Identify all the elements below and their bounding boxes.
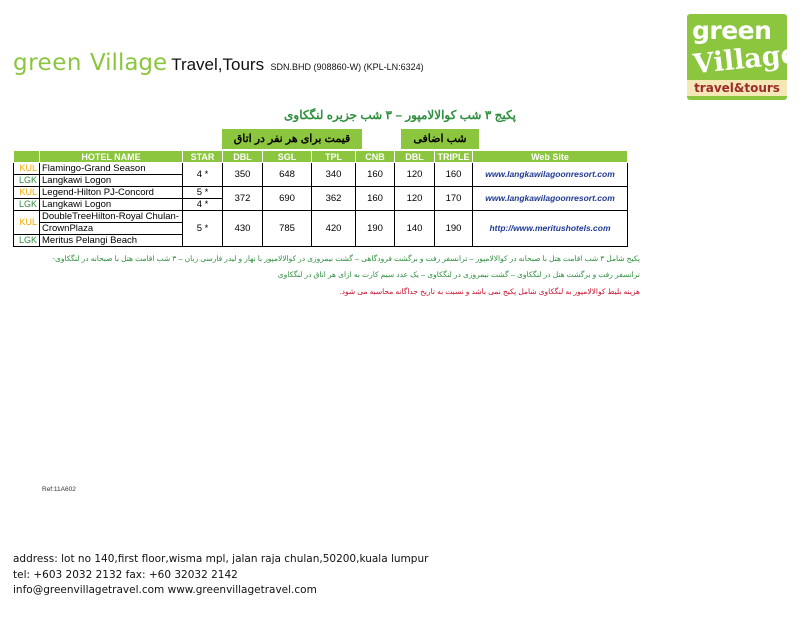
price-dbl: 372 bbox=[223, 187, 263, 211]
email-web-line: info@greenvillagetravel.com www.greenvillagetravel.com bbox=[13, 584, 317, 596]
hotel-name: Flamingo-Grand Season bbox=[40, 163, 183, 175]
col-header-code bbox=[14, 151, 40, 163]
city-code: LGK bbox=[14, 235, 40, 247]
price-sgl: 648 bbox=[263, 163, 312, 187]
city-code: KUL bbox=[14, 163, 40, 175]
price-sgl: 690 bbox=[263, 187, 312, 211]
package-title: پکیج ۳ شب کوالالامپور – ۳ شب جزیره لنگکاوی bbox=[284, 108, 516, 122]
logo-line-3: travel&tours bbox=[687, 80, 787, 96]
col-header-dbl: DBL bbox=[223, 151, 263, 163]
website-cell bbox=[473, 187, 628, 211]
brand-registration: SDN.BHD (908860-W) (KPL-LN:6324) bbox=[270, 62, 424, 72]
price-dbl: 430 bbox=[223, 211, 263, 247]
price-sgl: 785 bbox=[263, 211, 312, 247]
company-name bbox=[13, 50, 424, 80]
extra-triple: 190 bbox=[435, 211, 473, 247]
package-note-transfers: ترانسفر رفت و برگشت هتل در لنگکاوی – گشت نیمروزی در لنگکاوی – یک عدد سیم کارت به ازای هر اتاق در لنگکاوی bbox=[277, 270, 640, 279]
col-header-cnb: CNB bbox=[356, 151, 395, 163]
city-code: KUL bbox=[14, 187, 40, 199]
col-header-sgl: SGL bbox=[263, 151, 312, 163]
company-logo bbox=[687, 14, 800, 100]
extra-dbl: 120 bbox=[395, 163, 435, 187]
package-note-flight: هزینه بلیط کوالالامپور به لنگکاوی شامل پکیج نمی باشد و نسبت به تاریخ جداگانه محاسبه می شود. bbox=[339, 287, 640, 296]
extra-dbl: 120 bbox=[395, 187, 435, 211]
city-code: KUL bbox=[14, 211, 40, 235]
city-code: LGK bbox=[14, 199, 40, 211]
price-tpl: 420 bbox=[312, 211, 356, 247]
website-cell bbox=[473, 211, 628, 247]
logo-line-2: Village bbox=[691, 38, 800, 81]
website-cell bbox=[473, 163, 628, 187]
hotel-star: 4 * bbox=[183, 199, 223, 211]
price-cnb: 190 bbox=[356, 211, 395, 247]
hotel-star: 4 * bbox=[183, 163, 223, 187]
hotel-name: Meritus Pelangi Beach bbox=[40, 235, 183, 247]
hotel-name-continued: CrownPlaza bbox=[40, 223, 183, 235]
brand-village: Village bbox=[89, 50, 168, 76]
hotel-name: Legend-Hilton PJ-Concord bbox=[40, 187, 183, 199]
hotel-name: Langkawi Logon bbox=[40, 199, 183, 211]
header-row bbox=[14, 151, 628, 163]
website-link[interactable]: www.langkawilagoonresort.com bbox=[485, 169, 615, 179]
col-header-hotel: HOTEL NAME bbox=[40, 151, 183, 163]
website-link[interactable]: www.langkawilagoonresort.com bbox=[485, 193, 615, 203]
price-cnb: 160 bbox=[356, 163, 395, 187]
table-row bbox=[14, 211, 628, 223]
hotel-name: DoubleTreeHilton-Royal Chulan- bbox=[40, 211, 183, 223]
price-cnb: 160 bbox=[356, 187, 395, 211]
col-header-extra-dbl: DBL bbox=[395, 151, 435, 163]
hotel-star: 5 * bbox=[183, 211, 223, 247]
reference-code: Ref:11A602 bbox=[42, 486, 76, 493]
col-header-star: STAR bbox=[183, 151, 223, 163]
group-header-extra-night: شب اضافی bbox=[401, 129, 479, 149]
logo-line-1: green bbox=[692, 16, 772, 45]
price-dbl: 350 bbox=[223, 163, 263, 187]
hotel-name: Langkawi Logon bbox=[40, 175, 183, 187]
col-header-website: Web Site bbox=[473, 151, 628, 163]
hotel-star: 5 * bbox=[183, 187, 223, 199]
address-line: address: lot no 140,first floor,wisma mpl, jalan raja chulan,50200,kuala lumpur bbox=[13, 553, 429, 565]
phone-fax-line: tel: +603 2032 2132 fax: +60 32032 2142 bbox=[13, 569, 238, 581]
extra-triple: 170 bbox=[435, 187, 473, 211]
table-row bbox=[14, 187, 628, 199]
city-code: LGK bbox=[14, 175, 40, 187]
col-header-extra-triple: TRIPLE bbox=[435, 151, 473, 163]
package-note-inclusions: پکیج شامل ۳ شب اقامت هتل با صبحانه در کوالالامپور – ترانسفر رفت و برگشت فرودگاهی – گشت نیمروزی در کوالالامپور با نهار و لیدر فارسی زبان – ۳ شب اقامت هتل با صبحانه در لنگکاوی- bbox=[52, 254, 640, 263]
extra-dbl: 140 bbox=[395, 211, 435, 247]
col-header-tpl: TPL bbox=[312, 151, 356, 163]
extra-triple: 160 bbox=[435, 163, 473, 187]
table-row bbox=[14, 163, 628, 175]
group-header-per-person: قیمت برای هر نفر در اتاق bbox=[222, 129, 362, 149]
brand-travel: Travel,Tours bbox=[171, 55, 265, 74]
rates-table bbox=[13, 150, 628, 247]
brand-green: green bbox=[13, 50, 82, 76]
price-tpl: 340 bbox=[312, 163, 356, 187]
website-link[interactable]: http://www.meritushotels.com bbox=[489, 223, 611, 233]
price-tpl: 362 bbox=[312, 187, 356, 211]
